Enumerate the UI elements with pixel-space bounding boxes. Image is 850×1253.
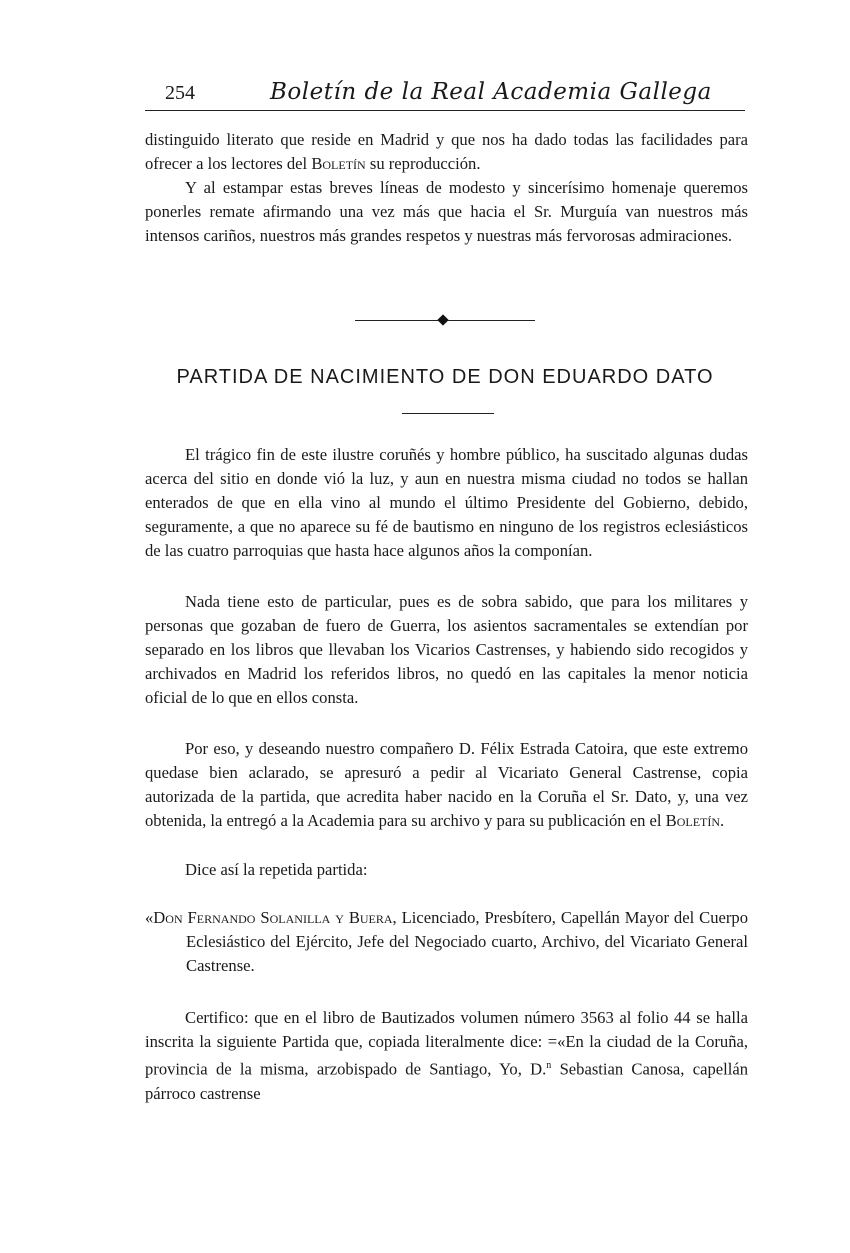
body-paragraph-1: El trágico fin de este ilustre coruñés y hombre público, ha suscitado algunas dudas acerca del sitio en donde vió la luz, y aun en nuestra misma ciudad no todos se hallan enterados de que en ella vino al mundo el último Presidente del Gobierno, debido, seguramente, a que no aparece su fé de bautismo en ninguno de los registros eclesiásticos de las cuatro parroquias que hasta hace algunos años la componían. (145, 445, 748, 560)
superscript-n: n (546, 1060, 552, 1071)
body-p3-text: Por eso, y deseando nuestro compañero D. Félix Estrada Catoira, que este extremo quedase bien aclarado, se apresuró a pedir al Vicariato General Castrense, copia autorizada de la partida, que acredita haber nacido en la Coruña el Sr. Dato, y, una vez obtenida, la entregó a la Academia para su archivo y para su publicación en el (145, 739, 748, 830)
certificate-heading (145, 906, 748, 978)
section-title: PARTIDA DE NACIMIENTO DE DON EDUARDO DATO (176, 366, 714, 388)
intro-p1-end: su reproducción. (369, 154, 481, 173)
section-ornament (355, 318, 535, 322)
body-paragraph-4: Dice así la repetida partida: (185, 860, 368, 879)
intro-p1-text: distinguido literato que reside en Madrid y que nos ha dado todas las facilidades para ofrecer a los lectores del (145, 130, 748, 173)
certifier-name: Don Fernando Solanilla y Buera, (153, 908, 397, 927)
title-rule (402, 413, 494, 414)
running-title: Boletín de la Real Academia Gallega (270, 79, 712, 105)
closing-text-b: Sebastian Canosa, capellán párroco castrense (145, 1059, 748, 1103)
closing-paragraph (145, 1006, 748, 1106)
running-header (145, 78, 745, 108)
header-rule (145, 110, 745, 111)
open-quote: « (145, 908, 154, 927)
diamond-ornament-icon (437, 314, 448, 325)
boletin-smallcaps-2: Boletín. (665, 811, 725, 830)
closing-text-a: Certifico: que en el libro de Bautizados volumen número 3563 al folio 44 se halla inscrita la siguiente Partida que, copiada literalmente dice: =«En la ciudad de la Coruña, provincia de la misma, arzobispado de Santiago, Yo, D. (145, 1008, 748, 1079)
page-number: 254 (165, 82, 195, 104)
body-paragraph-3 (145, 737, 748, 833)
certifier-titles: Licenciado, Presbítero, Capellán Mayor del Cuerpo Eclesiástico del Ejército, Jefe del Negociado cuarto, Archivo, del Vicariato General Castrense. (186, 908, 748, 975)
body-paragraph-2: Nada tiene esto de particular, pues es de sobra sabido, que para los militares y personas que gozaban de fuero de Guerra, los asientos sacramentales se extendían por separado en los libros que llevaban los Vicarios Castrenses, y habiendo sido recogidos y archivados en Madrid los referidos libros, no quedó en las capitales la menor noticia oficial de lo que en ellos consta. (145, 592, 748, 707)
intro-paragraph-1 (145, 128, 748, 176)
intro-paragraph-2: Y al estampar estas breves líneas de modesto y sincerísimo homenaje queremos ponerles remate afirmando una vez más que hacia el Sr. Murguía van nuestros más intensos cariños, nuestros más grandes respetos y nuestras más fervorosas admiraciones. (145, 178, 748, 245)
boletin-smallcaps: Boletín (311, 154, 366, 173)
